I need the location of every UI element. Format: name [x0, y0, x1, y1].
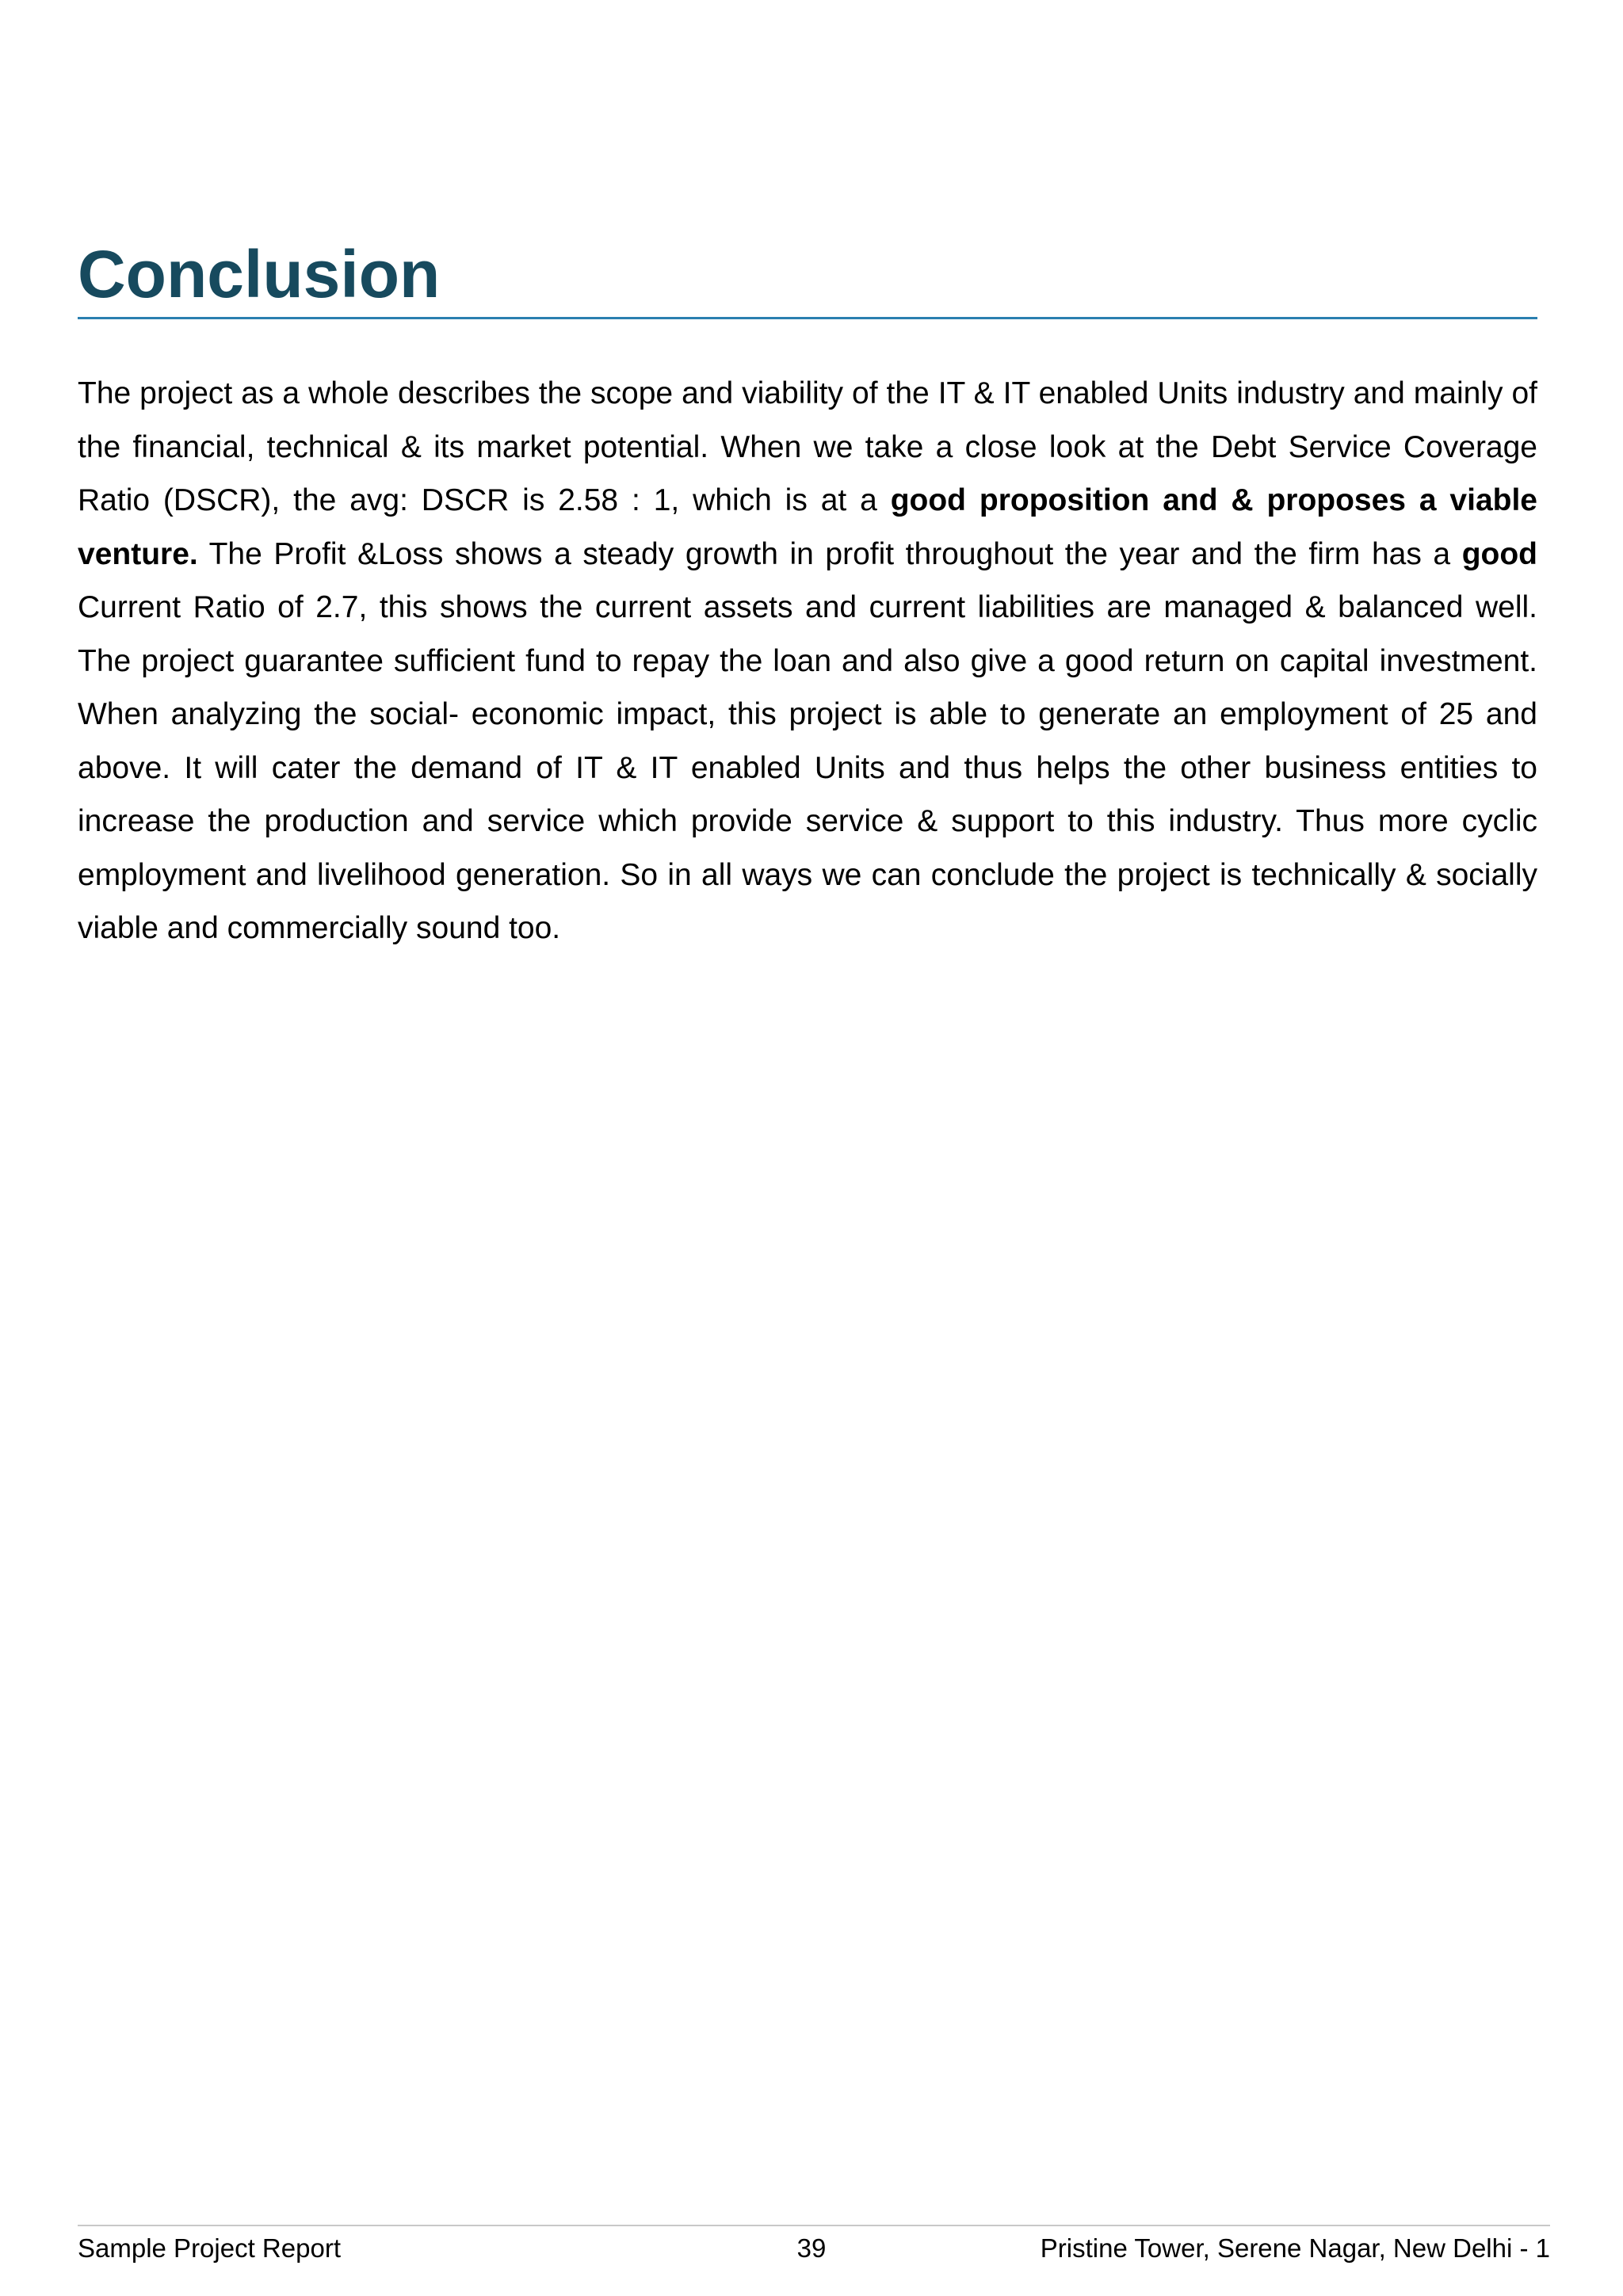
heading-underline — [78, 317, 1537, 319]
footer-divider — [78, 2225, 1550, 2226]
conclusion-paragraph — [78, 367, 1537, 955]
section-heading: Conclusion — [78, 237, 441, 311]
paragraph-text-3: Current Ratio of 2.7, this shows the current assets and current liabilities are managed & balanced well. The project guarantee sufficient fund to repay the loan and also give a good return on capital investment. When analyzing the social- economic impact, this project is able to generate an employment of 25 and above. It will cater the demand of IT & IT enabled Units and thus helps the other business entities to increase the production and service which provide service & support to this industry. Thus more cyclic employment and livelihood generation. So in all ways we can conclude the project is technically & socially viable and commercially sound too. — [78, 590, 1537, 945]
paragraph-text-2: The Profit &Loss shows a steady growth in profit throughout the year and the firm has a — [197, 536, 1462, 571]
footer-address: Pristine Tower, Serene Nagar, New Delhi - 1 — [1040, 2233, 1550, 2263]
paragraph-text-1: The project as a whole describes the scope and viability of the IT & IT enabled Units industry and mainly of the financial, technical & its market potential. When we take a close look at the Debt Service Coverage Ratio (DSCR), the avg: DSCR is 2.58 : 1, which is at a — [78, 376, 1537, 517]
paragraph-bold-1: good proposition and & proposes a viable venture. — [78, 483, 1537, 571]
footer-report-title: Sample Project Report — [78, 2233, 341, 2263]
paragraph-bold-2: good — [1461, 536, 1537, 571]
footer-page-number: 39 — [796, 2233, 827, 2263]
